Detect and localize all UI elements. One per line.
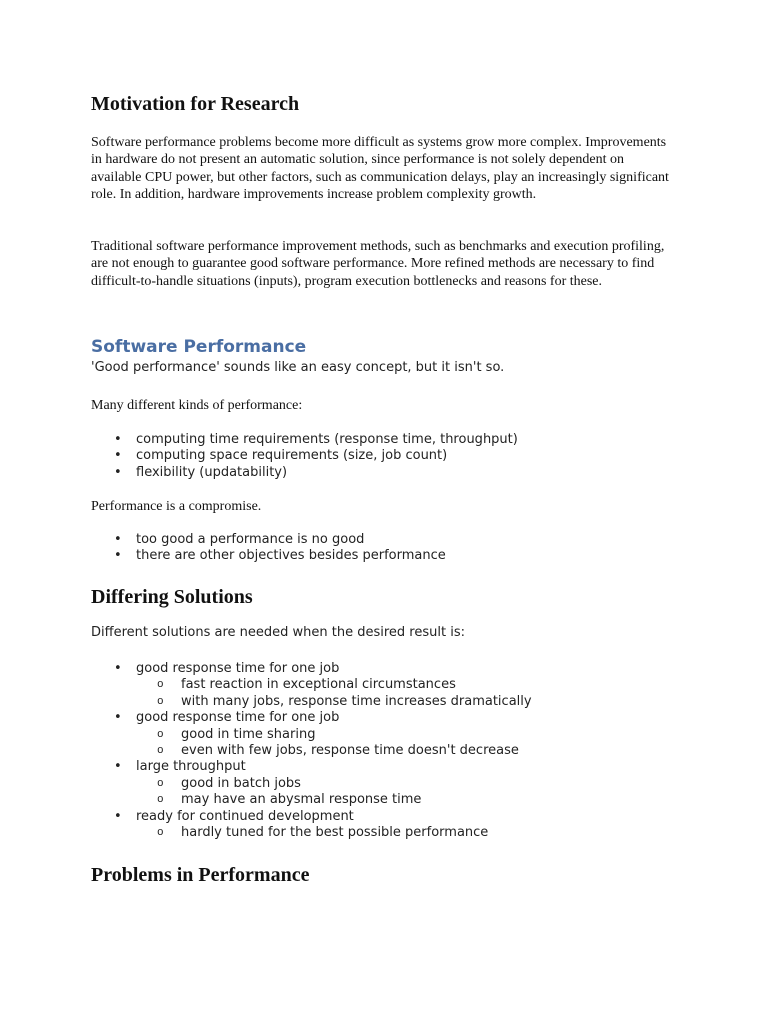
differing-solutions-list	[91, 661, 532, 841]
heading-problems-in-performance: Problems in Performance	[91, 864, 310, 886]
list-item-text: too good a performance is no good	[136, 532, 365, 547]
list-item-text: good response time for one job	[136, 661, 340, 676]
sub-list-item-text: may have an abysmal response time	[181, 792, 422, 808]
paragraph-motivation-2: Traditional software performance improvement methods, such as benchmarks and execution profiling, are not enough to guarantee good software performance. More refined methods are necessary to find difficult-to-handle situations (inputs), program execution bottlenecks and reasons for these.	[91, 239, 665, 289]
sub-list-item-text: hardly tuned for the best possible performance	[181, 825, 489, 841]
heading-motivation-for-research: Motivation for Research	[91, 93, 300, 115]
sub-list-item	[136, 694, 532, 710]
list-item	[91, 759, 532, 808]
sub-list-item	[136, 743, 532, 759]
performance-compromise-label: Performance is a compromise.	[91, 499, 262, 514]
sub-list-item	[136, 825, 532, 841]
sub-list-item	[136, 776, 532, 792]
list-item-text: flexibility (updatability)	[136, 464, 288, 480]
list-item-text: ready for continued development	[136, 808, 354, 824]
heading-software-performance: Software Performance	[91, 337, 307, 357]
list-item	[91, 465, 518, 481]
heading-differing-solutions: Differing Solutions	[91, 586, 253, 608]
sub-list-item	[136, 727, 532, 743]
list-item	[91, 432, 518, 448]
differing-solutions-intro: Different solutions are needed when the desired result is:	[91, 625, 465, 640]
list-item	[91, 448, 518, 464]
sub-list-item-text: even with few jobs, response time doesn't decrease	[181, 743, 519, 759]
sub-list-item-text: fast reaction in exceptional circumstances	[181, 677, 456, 693]
sub-list	[136, 677, 532, 710]
list-item-text: computing space requirements (size, job count)	[136, 448, 448, 464]
sub-list-item	[136, 792, 532, 808]
sub-list	[136, 825, 532, 841]
performance-kinds-label: Many different kinds of performance:	[91, 398, 303, 413]
list-item-text: good response time for one job	[136, 710, 340, 726]
performance-compromise-list	[91, 532, 446, 565]
list-item	[91, 710, 532, 759]
list-item	[91, 809, 532, 842]
list-item-text: large throughput	[136, 759, 246, 775]
list-item	[91, 532, 446, 548]
sub-list-item	[136, 677, 532, 693]
list-item	[91, 661, 532, 710]
sub-list-item-text: good in batch jobs	[181, 775, 301, 791]
paragraph-motivation-1: Software performance problems become more difficult as systems grow more complex. Improvements in hardware do not present an automatic solution, since performance is not solely dependent on available CPU power, but other factors, such as communication delays, play an increasingly significant role. In addition, hardware improvements increase problem complexity growth.	[91, 135, 669, 202]
list-item-text: computing time requirements (response time, throughput)	[136, 432, 518, 447]
list-item-text: there are other objectives besides performance	[136, 548, 446, 564]
software-performance-intro: 'Good performance' sounds like an easy concept, but it isn't so.	[91, 360, 505, 375]
list-item	[91, 548, 446, 564]
sub-list-item-text: good in time sharing	[181, 726, 316, 742]
performance-kinds-list	[91, 432, 518, 481]
sub-list	[136, 727, 532, 760]
sub-list	[136, 776, 532, 809]
sub-list-item-text: with many jobs, response time increases dramatically	[181, 693, 532, 709]
